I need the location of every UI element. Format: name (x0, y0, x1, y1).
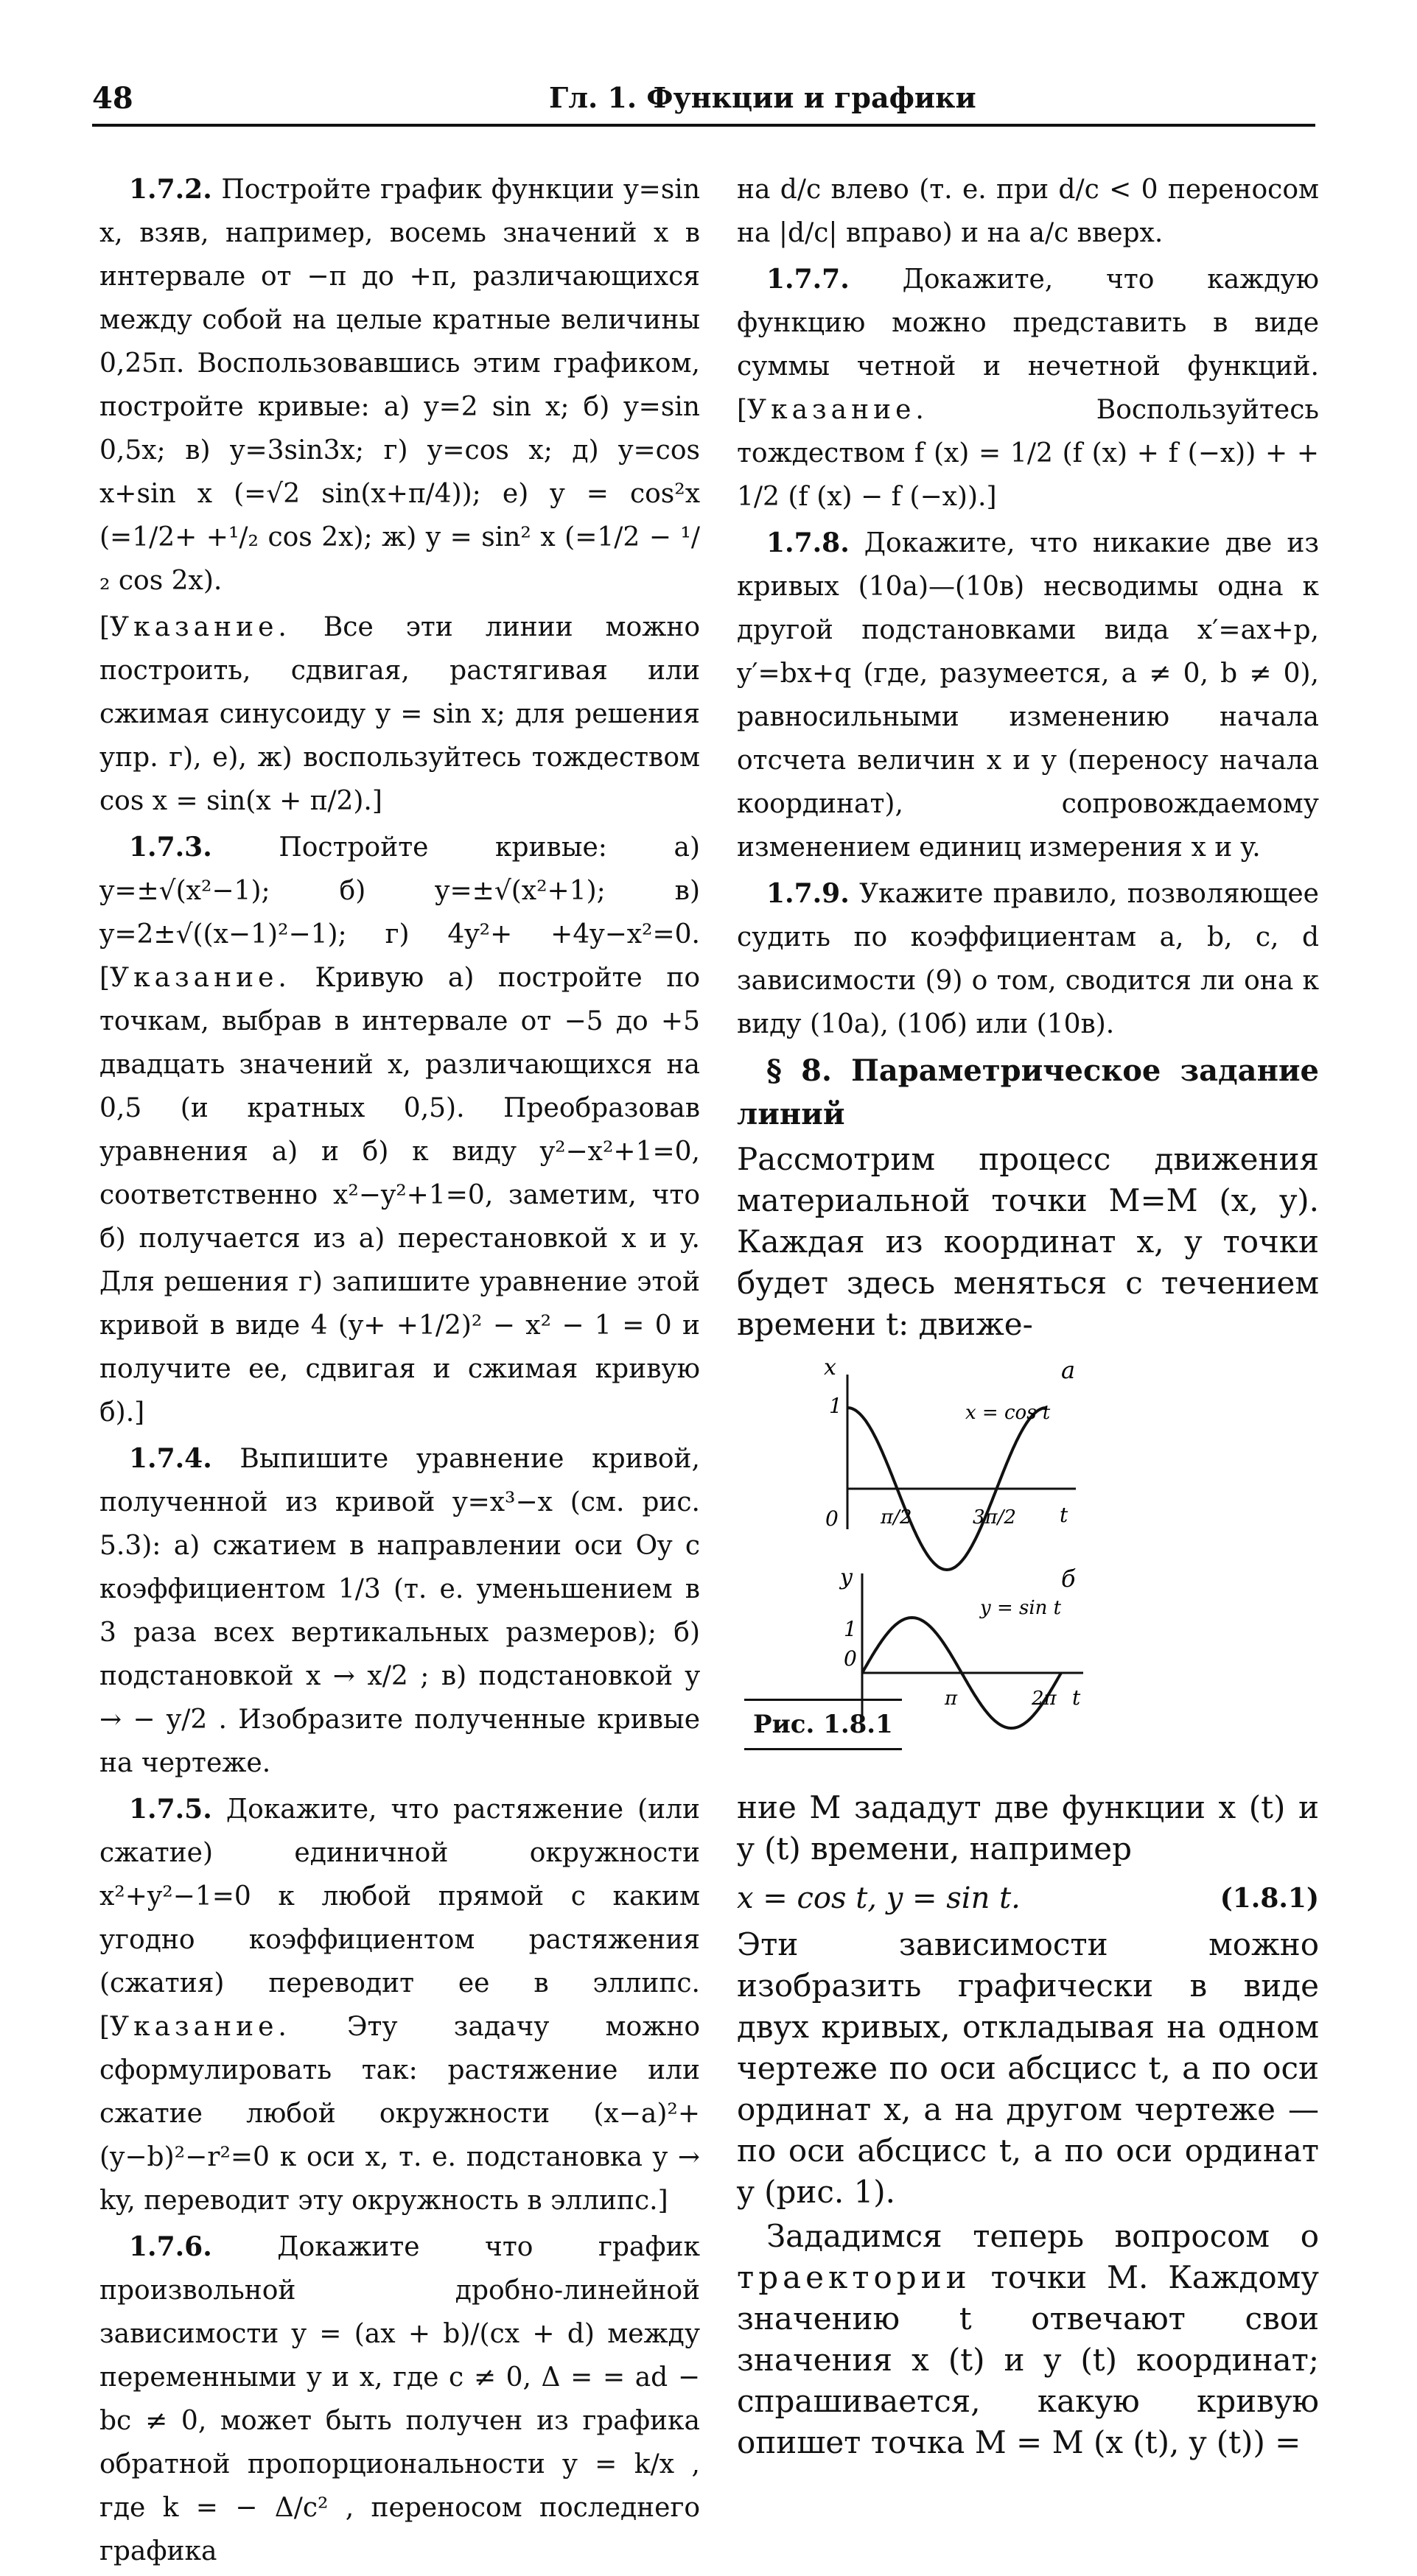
paragraph-text: Зададимся теперь вопросом о (766, 2218, 1319, 2254)
panel-a-y-label: x (824, 1355, 836, 1380)
header-rule (92, 124, 1315, 127)
exercise-text: Постройте график функции y=sin x, взяв, например, восемь значений x в интервале от −π до +π, различающихся между собой на целые кратные величины 0,25π. Воспользовавшись этим графиком, постройте кривые: а) y=2 sin x; б) y=sin 0,5x; в) y=3sin3x; г) y=cos x; д) y=cos x+sin x (=√2 sin(x+π/4)); е) y = cos²x (=1/2+ +¹/₂ cos 2x); ж) y = sin² x (=1/2 − ¹/₂ cos 2x). (99, 175, 700, 596)
section-body (737, 1139, 1319, 2463)
panel-b-tick-2pi: 2π (1032, 1688, 1057, 1710)
exercise-number: 1.7.5. (129, 1794, 212, 1825)
exercise-text: Докажите, что каждую функцию можно представить в виде суммы четной и нечетной функций. [ (737, 264, 1319, 425)
panel-a-one-label: 1 (829, 1394, 842, 1418)
hint-label: Указание. (747, 395, 928, 425)
paragraph-text: точки M. Каждому значению t отвечают свои значения x (t) и y (t) координат; спрашивается, какую кривую опишет точка M = M (x (t), y (t)) = (737, 2259, 1319, 2460)
hint-text: Все эти линии можно построить, сдвигая, растягивая или сжимая синусоиду y = sin x; для решения упр. г), е), ж) воспользуйтесь тождеством cos x = sin(x + π/2).] (99, 612, 700, 816)
section-title: § 8. Параметрическое задание линий (737, 1053, 1319, 1131)
exercise-1-7-5 (99, 1788, 700, 2222)
hint-text: Эту задачу можно сформулировать так: растяжение или сжатие любой окружности (x−a)²+(y−b)²−r²=0 к оси x, т. е. подстановка y → ky, переводит эту окружность в эллипс.] (99, 2012, 700, 2216)
panel-a-label: а (1061, 1356, 1076, 1384)
exercise-text: Докажите, что никакие две из кривых (10а)—(10в) несводимы одна к другой подстановками вида x′=ax+p, y′=bx+q (где, разумеется, a ≠ 0, b ≠ 0), равносильными изменению начала отсчета величин x и y (переносу начала координат), сопровождаемому изменением единиц измерения x и y. (737, 528, 1319, 863)
hint-label: Указание. (110, 612, 291, 642)
panel-b-y-label: y (840, 1565, 853, 1590)
emphasized-term: траектории (737, 2259, 971, 2295)
exercise-text: Докажите, что растяжение (или сжатие) единичной окружности x²+y²−1=0 к любой прямой с каким угодно коэффициентом растяжения (сжатия) переводит ее в эллипс. [ (99, 1794, 700, 2042)
panel-b-one-label: 1 (844, 1617, 857, 1641)
exercise-text: Постройте кривые: а) y=±√(x²−1); б) y=±√(x²+1); в) y=2±√((x−1)²−1); г) 4y²+ +4y−x²=0. [ (99, 832, 700, 993)
panel-a-origin-label: 0 (825, 1506, 839, 1531)
hint-1-7-2: [Указание. Все эти линии можно построить, сдвигая, растягивая или сжимая синусоиду y = sin x; для решения упр. г), е), ж) воспользуйтесь тождеством cos x = sin(x + π/2).] (99, 612, 700, 816)
section-paragraph-1: Рассмотрим процесс движения материальной точки M=M (x, y). Каждая из координат x, y точки будет здесь меняться с течением времени t: движе- (737, 1141, 1319, 1342)
exercise-text: Укажите правило, позволяющее судить по коэффициентам a, b, c, d зависимости (9) о том, сводится ли она к виду (10а), (10б) или (10в). (737, 879, 1319, 1039)
exercise-number: 1.7.4. (129, 1443, 212, 1474)
exercise-number: 1.7.8. (766, 527, 850, 558)
panel-b-origin-label: 0 (844, 1646, 857, 1671)
exercise-1-7-8 (737, 522, 1319, 869)
panel-a-tick-3pi-half: 3π/2 (973, 1506, 1016, 1529)
section-paragraph-2: ние M зададут две функции x (t) и y (t) времени, например (737, 1789, 1319, 1867)
exercise-1-7-9 (737, 872, 1319, 1046)
panel-a-curve-label: x = cos t (965, 1402, 1051, 1424)
page-number: 48 (92, 81, 133, 116)
hint-label: Указание. (110, 2012, 291, 2042)
formula-1-8-1 (737, 1873, 1319, 1924)
exercise-1-7-2 (99, 168, 700, 603)
panel-b-label: б (1061, 1565, 1076, 1593)
exercise-number: 1.7.7. (766, 264, 850, 295)
panel-a-t-label: t (1060, 1503, 1068, 1527)
panel-a-tick-pi-half: π/2 (881, 1506, 912, 1529)
section-paragraph-3: Эти зависимости можно изобразить графически в виде двух кривых, откладывая на одном чертеже по оси абсцисс t, а по оси ординат x, а на другом чертеже — по оси абсцисс t, а по оси ординат y (рис. 1). (737, 1926, 1319, 2210)
hint-text: Воспользуйтесь тождеством f (x) = 1/2 (f (x) + f (−x)) + + 1/2 (f (x) − f (−x)).] (737, 395, 1319, 512)
exercise-text: на d/c влево (т. е. при d/c < 0 переносом на |d/c| вправо) и на a/c вверх. (737, 175, 1319, 248)
formula-number: (1.8.1) (1220, 1883, 1319, 1914)
exercise-1-7-6-continued (737, 168, 1319, 255)
panel-b-curve-label: y = sin t (980, 1597, 1062, 1619)
exercise-1-7-6 (99, 2225, 700, 2573)
running-title: Гл. 1. Функции и графики (549, 81, 976, 114)
formula-body: x = cos t, y = sin t. (737, 1881, 1021, 1915)
exercise-1-7-3 (99, 826, 700, 1434)
exercise-number: 1.7.6. (129, 2231, 212, 2262)
hint-label: Указание. (110, 963, 291, 993)
exercise-text: Выпишите уравнение кривой, полученной из кривой y=x³−x (см. рис. 5.3): а) сжатием в направлении оси Oy с коэффициентом 1/3 (т. е. уменьшением в 3 раза всех вертикальных размеров); б) подстановкой x → x/2 ; в) подстановкой y → − y/2 . Изобразите полученные кривые на чертеже. (99, 1444, 700, 1778)
panel-b-t-label: t (1072, 1685, 1081, 1710)
panel-a (824, 1355, 1076, 1570)
figure-1-8-1 (737, 1352, 1319, 1780)
exercise-1-7-4 (99, 1437, 700, 1785)
figure-caption: Рис. 1.8.1 (744, 1699, 902, 1750)
exercise-number: 1.7.3. (129, 832, 212, 863)
left-column (99, 168, 700, 2576)
exercise-number: 1.7.2. (129, 174, 212, 205)
exercise-number: 1.7.9. (766, 878, 850, 909)
hint-text: Кривую а) постройте по точкам, выбрав в интервале от −5 до +5 двадцать значений x, различающихся на 0,5 (и кратных 0,5). Преобразовав уравнения а) и б) к виду y²−x²+1=0, соответственно x²−y²+1=0, заметим, что б) получается из а) перестановкой x и y. Для решения г) запишите уравнение этой кривой в виде 4 (y+ +1/2)² − x² − 1 = 0 и получите ее, сдвигая и сжимая кривую б).] (99, 963, 700, 1428)
section-paragraph-4 (737, 2216, 1319, 2463)
exercise-text: Докажите что график произвольной дробно-линейной зависимости y = (ax + b)/(cx + d) между переменными y и x, где c ≠ 0, Δ = = ad − bc ≠ 0, может быть получен из графика обратной пропорциональности y = k/x , где k = − Δ/c² , переносом последнего графика (99, 2232, 700, 2566)
page-header (92, 81, 1315, 125)
panel-b-tick-pi: π (945, 1688, 958, 1710)
right-column (737, 168, 1319, 2466)
exercise-1-7-7 (737, 258, 1319, 519)
